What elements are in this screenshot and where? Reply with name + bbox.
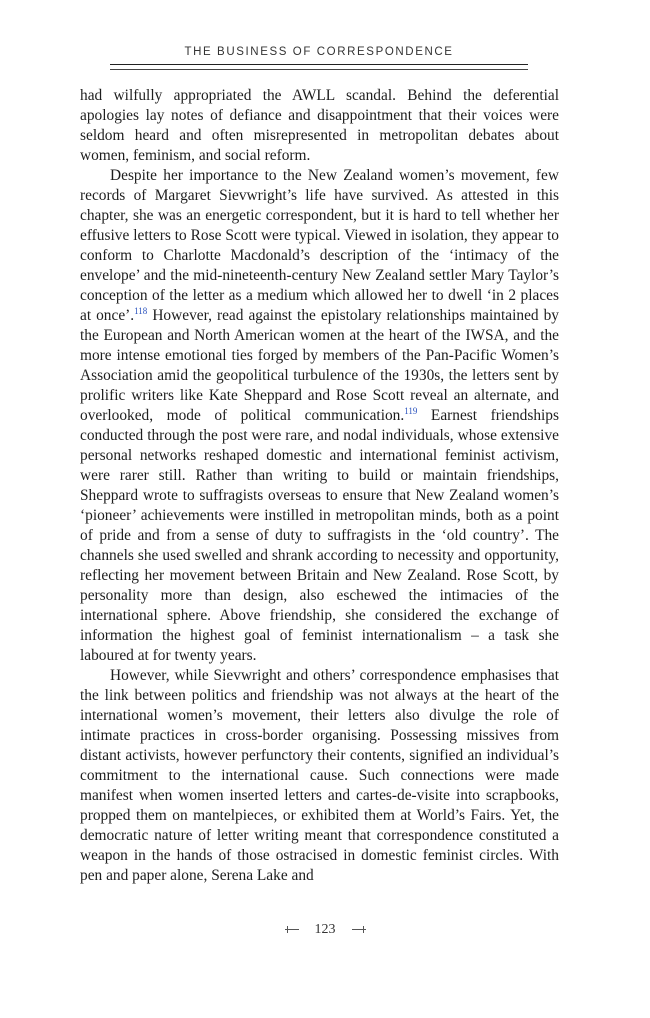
- left-ornament-icon: [283, 925, 301, 935]
- paragraph-2: [80, 166, 559, 666]
- footnote-ref-119[interactable]: 119: [404, 405, 418, 416]
- footnote-ref-118[interactable]: 118: [134, 305, 148, 316]
- page-footer: [0, 922, 650, 938]
- header-rule-thick: [110, 64, 528, 65]
- right-ornament-icon: [350, 925, 368, 935]
- paragraph-1: had wilfully appropriated the AWLL scandal. Behind the deferential apologies lay notes of defiance and disappointment that their voices were seldom heard and often misrepresented in metropolitan debates about women, feminism, and social reform.: [80, 87, 559, 164]
- paragraph-3: However, while Sievwright and others’ correspondence emphasises that the link between politics and friendship was not always at the heart of the international women’s movement, their letters also divulge the role of intimate practices in cross-border organising. Possessing missives from distant activists, however perfunctory their contents, signified an individual’s commitment to the international cause. Such connections were made manifest when women inserted letters and cartes-de-visite into scrapbooks, propped them on mantelpieces, or exhibited them at World’s Fairs. Yet, the democratic nature of letter writing meant that correspondence constituted a weapon in the hands of those ostracised in domestic feminist circles. With pen and paper alone, Serena Lake and: [80, 667, 559, 884]
- paragraph-2-part-3: Earnest friendships conducted through the post were rare, and nodal individuals, whose extensive personal networks reshaped domestic and international feminist activism, were rarer still. Rather than writing to build or maintain friendships, Sheppard wrote to suffragists overseas to ensure that New Zealand women’s ‘pioneer’ achievements were instilled in metropolitan minds, both as a point of pride and from a sense of duty to suffragists in the ‘old country’. The channels she used swelled and shrank according to necessity and opportunity, reflecting her movement between Britain and New Zealand. Rose Scott, by personality more than design, also eschewed the intimacies of the international sphere. Above friendship, she considered the exchange of information the highest goal of feminist internationalism – a task she laboured at for twenty years.: [80, 407, 559, 664]
- running-head: THE BUSINESS OF CORRESPONDENCE: [184, 46, 454, 58]
- body-text: [80, 86, 559, 886]
- page-number: 123: [314, 922, 336, 937]
- paragraph-2-part-1: Despite her importance to the New Zealand women’s movement, few records of Margaret Sievwright’s life have survived. As attested in this chapter, she was an energetic correspondent, but it is hard to tell whether her effusive letters to Rose Scott were typical. Viewed in isolation, they appear to conform to Charlotte Macdonald’s description of the ‘intimacy of the envelope’ and the mid-nineteenth-century New Zealand settler Mary Taylor’s conception of the letter as a medium which allowed her to dwell ‘in 2 places at once’.: [80, 167, 559, 324]
- paragraph-2-part-2: However, read against the epistolary relationships maintained by the European and North American women at the heart of the IWSA, and the more intense emotional ties forged by members of the Pan-Pacific Women’s Association amid the geopolitical turbulence of the 1930s, the letters sent by prolific writers like Kate Sheppard and Rose Scott reveal an alternate, and overlooked, mode of political communication.: [80, 307, 559, 424]
- header-rule-thin: [110, 69, 528, 70]
